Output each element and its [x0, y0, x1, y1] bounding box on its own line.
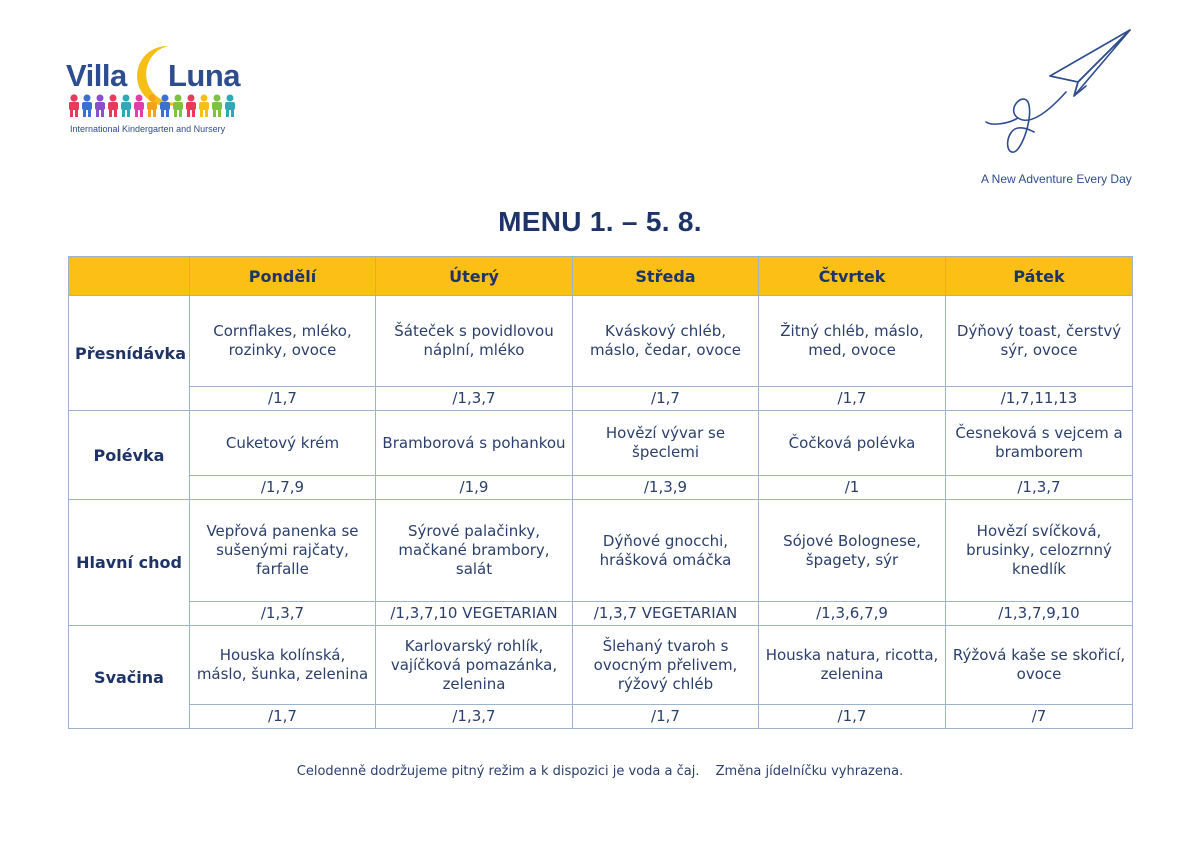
allergen-cell: /1,3,7,10 VEGETARIAN: [376, 602, 573, 626]
allergen-cell: /1,9: [376, 476, 573, 500]
allergen-row: [69, 387, 1133, 411]
allergen-cell: /1,7: [573, 387, 759, 411]
dish-cell: Rýžová kaše se skořicí, ovoce: [946, 626, 1133, 705]
allergen-cell: /1,7: [573, 705, 759, 729]
logo-word-luna: Luna: [168, 58, 241, 93]
dish-cell: Šlehaný tvaroh s ovocným přelivem, rýžový chléb: [573, 626, 759, 705]
allergen-cell: /1,7: [759, 705, 946, 729]
day-header-wednesday: Středa: [573, 257, 759, 296]
row-label-soup: Polévka: [69, 411, 190, 500]
allergen-cell: /1,7: [190, 387, 376, 411]
row-label-snack-morning: Přesnídávka: [69, 296, 190, 411]
allergen-cell: /1,3,7: [376, 705, 573, 729]
allergen-cell: /1,7,11,13: [946, 387, 1133, 411]
allergen-cell: /7: [946, 705, 1133, 729]
dish-cell: Dýňový toast, čerstvý sýr, ovoce: [946, 296, 1133, 387]
table-row: [69, 296, 1133, 387]
allergen-cell: /1,3,7 VEGETARIAN: [573, 602, 759, 626]
children-icon: [68, 94, 240, 118]
allergen-cell: /1,7: [190, 705, 376, 729]
day-header-thursday: Čtvrtek: [759, 257, 946, 296]
row-label-main-course: Hlavní chod: [69, 500, 190, 626]
dish-cell: Čočková polévka: [759, 411, 946, 476]
footer-note: [0, 764, 1200, 779]
table-row: [69, 500, 1133, 602]
dish-cell: Bramborová s pohankou: [376, 411, 573, 476]
dish-cell: Cornflakes, mléko, rozinky, ovoce: [190, 296, 376, 387]
allergen-cell: /1,3,7: [190, 602, 376, 626]
dish-cell: Houska kolínská, máslo, šunka, zelenina: [190, 626, 376, 705]
allergen-row: [69, 602, 1133, 626]
dish-cell: Houska natura, ricotta, zelenina: [759, 626, 946, 705]
day-header-monday: Pondělí: [190, 257, 376, 296]
menu-table: [68, 256, 1133, 729]
day-header-tuesday: Úterý: [376, 257, 573, 296]
drinking-regime-note: Celodenně dodržujeme pitný režim a k dispozici je voda a čaj.: [296, 764, 700, 779]
allergen-cell: /1: [759, 476, 946, 500]
dish-cell: Sýrové palačinky, mačkané brambory, salát: [376, 500, 573, 602]
allergen-cell: /1,3,7: [376, 387, 573, 411]
day-header-friday: Pátek: [946, 257, 1133, 296]
table-row: [69, 411, 1133, 476]
dish-cell: Šáteček s povidlovou náplní, mléko: [376, 296, 573, 387]
dish-cell: Kváskový chléb, máslo, čedar, ovoce: [573, 296, 759, 387]
dish-cell: Karlovarský rohlík, vajíčková pomazánka, zelenina: [376, 626, 573, 705]
dish-cell: Dýňové gnocchi, hrášková omáčka: [573, 500, 759, 602]
dish-cell: Česneková s vejcem a bramborem: [946, 411, 1133, 476]
dish-cell: Vepřová panenka se sušenými rajčaty, farfalle: [190, 500, 376, 602]
page-title: MENU 1. – 5. 8.: [498, 206, 702, 237]
allergen-cell: /1,3,6,7,9: [759, 602, 946, 626]
allergen-cell: /1,3,9: [573, 476, 759, 500]
dish-cell: Cuketový krém: [190, 411, 376, 476]
menu-change-disclaimer: Změna jídelníčku vyhrazena.: [715, 764, 904, 779]
allergen-cell: /1,7,9: [190, 476, 376, 500]
paper-plane-icon: [978, 26, 1138, 166]
dish-cell: Hovězí vývar se špeclemi: [573, 411, 759, 476]
tagline: A New Adventure Every Day: [981, 172, 1132, 186]
logo-tagline: International Kindergarten and Nursery: [70, 124, 226, 134]
header-corner: [69, 257, 190, 296]
allergen-cell: /1,3,7,9,10: [946, 602, 1133, 626]
logo-word-villa: Villa: [66, 58, 127, 93]
allergen-cell: /1,7: [759, 387, 946, 411]
row-label-snack-afternoon: Svačina: [69, 626, 190, 729]
dish-cell: Hovězí svíčková, brusinky, celozrnný knedlík: [946, 500, 1133, 602]
dish-cell: Žitný chléb, máslo, med, ovoce: [759, 296, 946, 387]
villa-luna-logo: [62, 44, 252, 140]
allergen-cell: /1,3,7: [946, 476, 1133, 500]
dish-cell: Sójové Bolognese, špagety, sýr: [759, 500, 946, 602]
table-header-row: [69, 257, 1133, 296]
table-row: [69, 626, 1133, 705]
allergen-row: [69, 476, 1133, 500]
allergen-row: [69, 705, 1133, 729]
